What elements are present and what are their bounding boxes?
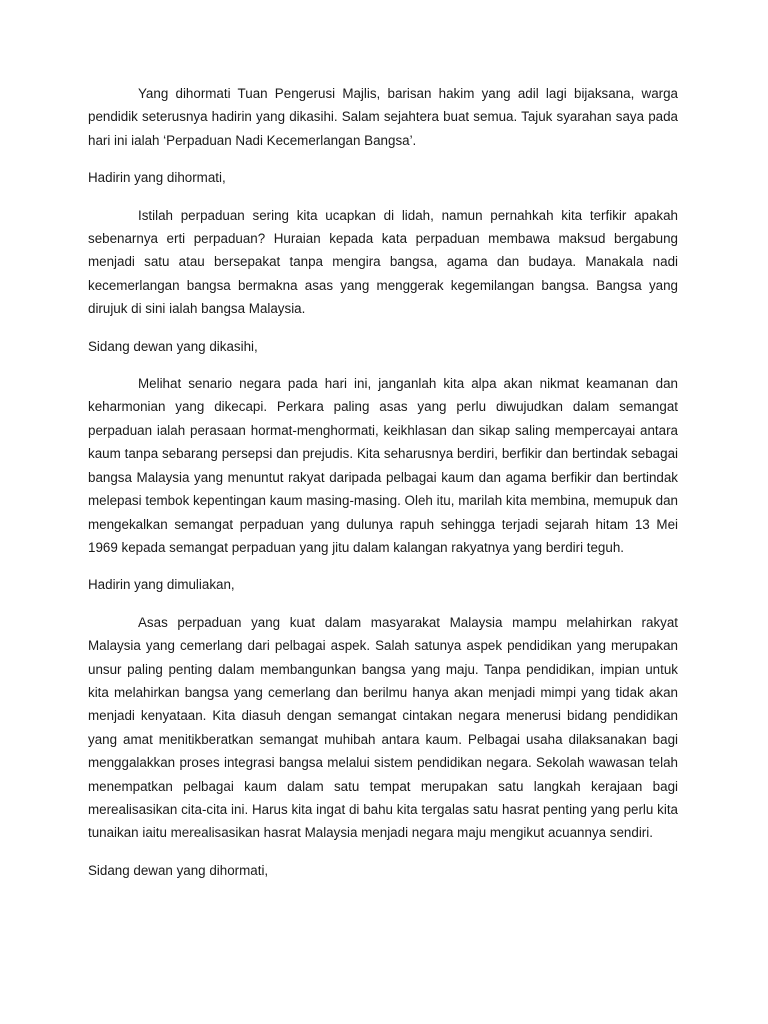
paragraph-scenario: Melihat senario negara pada hari ini, janganlah kita alpa akan nikmat keamanan dan keharmonian yang dikecapi. Perkara paling asas yang perlu diwujudkan dalam semangat perpaduan ialah perasaan hormat-menghormati, keikhlasan dan sikap saling mempercayai antara kaum tanpa sebarang persepsi dan prejudis. Kita seharusnya berdiri, berfikir dan bertindak sebagai bangsa Malaysia yang menuntut rakyat daripada pelbagai kaum dan agama berfikir dan bertindak melepasi tembok kepentingan kaum masing-masing. Oleh itu, marilah kita membina, memupuk dan mengekalkan semangat perpaduan yang dulunya rapuh sehingga terjadi sejarah hitam 13 Mei 1969 kepada semangat perpaduan yang jitu dalam kalangan rakyatnya yang berdiri teguh.: [88, 376, 678, 555]
salutation-hadirin-dimuliakan: Hadirin yang dimuliakan,: [88, 577, 235, 593]
salutation-hadirin-dihormati: Hadirin yang dihormati,: [88, 170, 226, 186]
salutation-sidang-dikasihi: Sidang dewan yang dikasihi,: [88, 338, 258, 354]
speech-text: [88, 82, 678, 896]
opening-paragraph: Yang dihormati Tuan Pengerusi Majlis, barisan hakim yang adil lagi bijaksana, warga pendidik seterusnya hadirin yang dikasihi. Salam sejahtera buat semua. Tajuk syarahan saya pada hari ini ialah ‘Perpaduan Nadi Kecemerlangan Bangsa’.: [88, 86, 678, 148]
salutation-sidang-dihormati: Sidang dewan yang dihormati,: [88, 862, 269, 878]
paragraph-education: Asas perpaduan yang kuat dalam masyarakat Malaysia mampu melahirkan rakyat Malaysia yang cemerlang dari pelbagai aspek. Salah satunya aspek pendidikan yang merupakan unsur paling penting dalam membangunkan bangsa yang maju. Tanpa pendidikan, impian untuk kita melahirkan bangsa yang cemerlang dan berilmu hanya akan menjadi mimpi yang tidak akan menjadi kenyataan. Kita diasuh dengan semangat cintakan negara menerusi bidang pendidikan yang amat menitikberatkan semangat muhibah antara kaum. Pelbagai usaha dilaksanakan bagi menggalakkan proses integrasi bangsa melalui sistem pendidikan negara. Sekolah wawasan telah menempatkan pelbagai kaum dalam satu tempat merupakan satu langkah kerajaan bagi merealisasikan cita-cita ini. Harus kita ingat di bahu kita tergalas satu hasrat penting yang perlu kita tunaikan iaitu merealisasikan hasrat Malaysia menjadi negara maju mengikut acuannya sendiri.: [88, 614, 678, 841]
paragraph-definition: Istilah perpaduan sering kita ucapkan di lidah, namun pernahkah kita terfikir apakah sebenarnya erti perpaduan? Huraian kepada kata perpaduan membawa maksud bergabung menjadi satu atau bersepakat tanpa mengira bangsa, agama dan budaya. Manakala nadi kecemerlangan bangsa bermakna asas yang menggerak kegemilangan bangsa. Bangsa yang dirujuk di sini ialah bangsa Malaysia.: [88, 207, 678, 317]
